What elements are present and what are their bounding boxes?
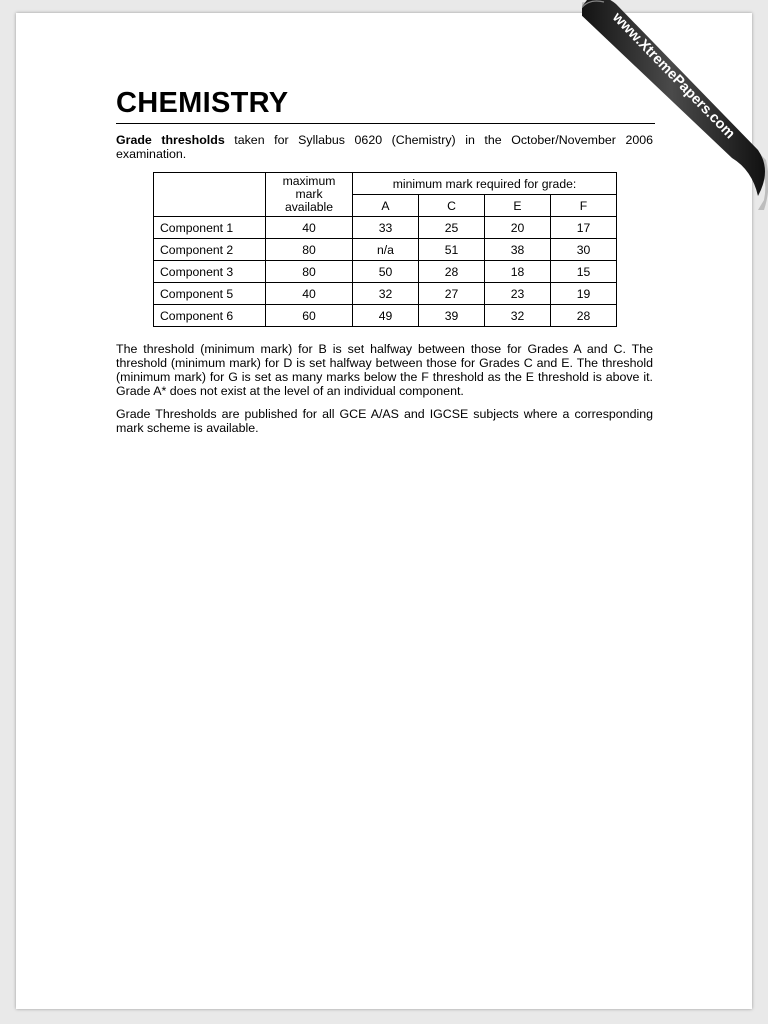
max-header-line: available (284, 200, 334, 214)
max-mark-cell: 80 (266, 261, 353, 283)
grade-cell: 49 (353, 305, 419, 327)
grade-cell: 28 (551, 305, 617, 327)
grade-cell: 33 (353, 217, 419, 239)
table-row (154, 283, 617, 305)
max-mark-cell: 40 (266, 217, 353, 239)
table-row (154, 239, 617, 261)
grade-cell: 38 (485, 239, 551, 261)
max-mark-cell: 80 (266, 239, 353, 261)
max-mark-header (266, 173, 353, 217)
grade-cell: 18 (485, 261, 551, 283)
grade-header: C (419, 195, 485, 217)
grade-cell: 30 (551, 239, 617, 261)
grade-cell: 17 (551, 217, 617, 239)
ribbon-graphic (582, 0, 768, 220)
grade-header: A (353, 195, 419, 217)
grade-cell: 23 (485, 283, 551, 305)
threshold-note: The threshold (minimum mark) for B is set halfway between those for Grades A and C. The threshold (minimum mark) for D is set halfway between those for Grades C and E. The threshold (minimum mark) for G is set as many marks below the F threshold as the E threshold is above it. Grade A* does not exist at the level of an individual component. (116, 342, 653, 398)
title-underline (116, 123, 655, 124)
intro-paragraph (116, 133, 653, 161)
grade-header: E (485, 195, 551, 217)
grade-cell: 32 (353, 283, 419, 305)
grade-cell: 15 (551, 261, 617, 283)
ribbon-band (582, 0, 765, 196)
grade-cell: 20 (485, 217, 551, 239)
grade-cell: 25 (419, 217, 485, 239)
max-mark-cell: 60 (266, 305, 353, 327)
watermark-ribbon[interactable] (582, 0, 768, 220)
component-name: Component 5 (154, 283, 266, 305)
intro-text: taken for Syllabus 0620 (Chemistry) in the October/November 2006 examination. (116, 133, 654, 161)
grade-cell: 32 (485, 305, 551, 327)
table-row (154, 261, 617, 283)
publication-note: Grade Thresholds are published for all GCE A/AS and IGCSE subjects where a corresponding mark scheme is available. (116, 407, 653, 435)
max-header-line: mark (295, 187, 323, 201)
max-header-line: maximum (282, 174, 336, 188)
grade-thresholds-table (153, 172, 617, 327)
grade-cell: 50 (353, 261, 419, 283)
table-corner-cell (154, 173, 266, 217)
table-header-row (154, 173, 617, 195)
component-name: Component 2 (154, 239, 266, 261)
grade-header: F (551, 195, 617, 217)
grade-cell: 51 (419, 239, 485, 261)
component-name: Component 1 (154, 217, 266, 239)
max-mark-cell: 40 (266, 283, 353, 305)
grade-cell: 27 (419, 283, 485, 305)
min-mark-header: minimum mark required for grade: (353, 173, 617, 195)
watermark-text: www.XtremePapers.com (609, 9, 738, 143)
grade-cell: 19 (551, 283, 617, 305)
intro-bold-lead: Grade thresholds (116, 133, 225, 147)
table-row (154, 217, 617, 239)
component-name: Component 6 (154, 305, 266, 327)
grade-cell: 39 (419, 305, 485, 327)
grade-cell: 28 (419, 261, 485, 283)
table-row (154, 305, 617, 327)
grade-cell: n/a (353, 239, 419, 261)
notes-section (116, 342, 653, 444)
page-title: CHEMISTRY (116, 87, 289, 119)
component-name: Component 3 (154, 261, 266, 283)
